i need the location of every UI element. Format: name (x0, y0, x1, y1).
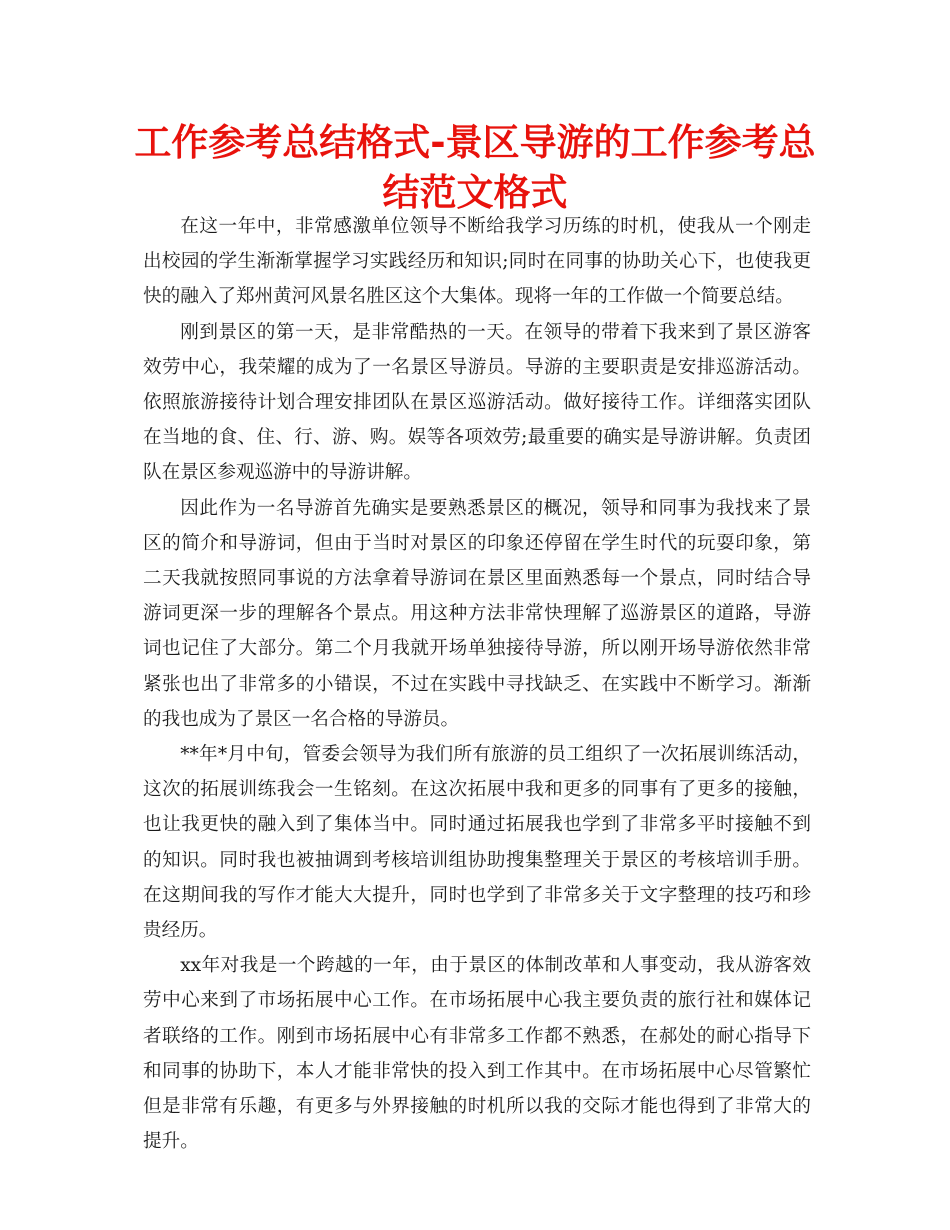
document-body (143, 209, 811, 1159)
paragraph-5: xx年对我是一个跨越的一年，由于景区的体制改革和人事变动，我从游客效劳中心来到了市场拓展中心工作。在市场拓展中心我主要负责的旅行社和媒体记者联络的工作。刚到市场拓展中心有非常多工作都不熟悉，在郝处的耐心指导下和同事的协助下，本人才能非常快的投入到工作其中。在市场拓展中心尽管繁忙但是非常有乐趣，有更多与外界接触的时机所以我的交际才能也得到了非常大的提升。 (143, 955, 811, 1153)
paragraph-3: 因此作为一名导游首先确实是要熟悉景区的概况，领导和同事为我找来了景区的简介和导游词，但由于当时对景区的印象还停留在学生时代的玩耍印象，第二天我就按照同事说的方法拿着导游词在景区里面熟悉每一个景点，同时结合导游词更深一步的理解各个景点。用这种方法非常快理解了巡游景区的道路，导游词也记住了大部分。第二个月我就开场单独接待导游，所以刚开场导游依然非常紧张也出了非常多的小错误，不过在实践中寻找缺乏、在实践中不断学习。渐渐的我也成为了景区一名合格的导游员。 (143, 497, 811, 730)
paragraph-2: 刚到景区的第一天，是非常酷热的一天。在领导的带着下我来到了景区游客效劳中心，我荣耀的成为了一名景区导游员。导游的主要职责是安排巡游活动。依照旅游接待计划合理安排团队在景区巡游活动。做好接待工作。详细落实团队在当地的食、住、行、游、购。娱等各项效劳;最重要的确实是导游讲解。负责团队在景区参观巡游中的导游讲解。 (143, 321, 811, 484)
paragraph-4: **年*月中旬，管委会领导为我们所有旅游的员工组织了一次拓展训练活动，这次的拓展训练我会一生铭刻。在这次拓展中我和更多的同事有了更多的接触，也让我更快的融入到了集体当中。同时通过拓展我也学到了非常多平时接触不到的知识。同时我也被抽调到考核培训组协助搜集整理关于景区的考核培训手册。在这期间我的写作才能大大提升，同时也学到了非常多关于文字整理的技巧和珍贵经历。 (143, 744, 811, 942)
document-title: 工作参考总结格式-景区导游的工作参考总结范文格式 (134, 121, 816, 214)
paragraph-1: 在这一年中，非常感激单位领导不断给我学习历练的时机，使我从一个刚走出校园的学生渐渐掌握学习实践经历和知识;同时在同事的协助关心下，也使我更快的融入了郑州黄河风景名胜区这个大集体。现将一年的工作做一个简要总结。 (143, 216, 811, 308)
